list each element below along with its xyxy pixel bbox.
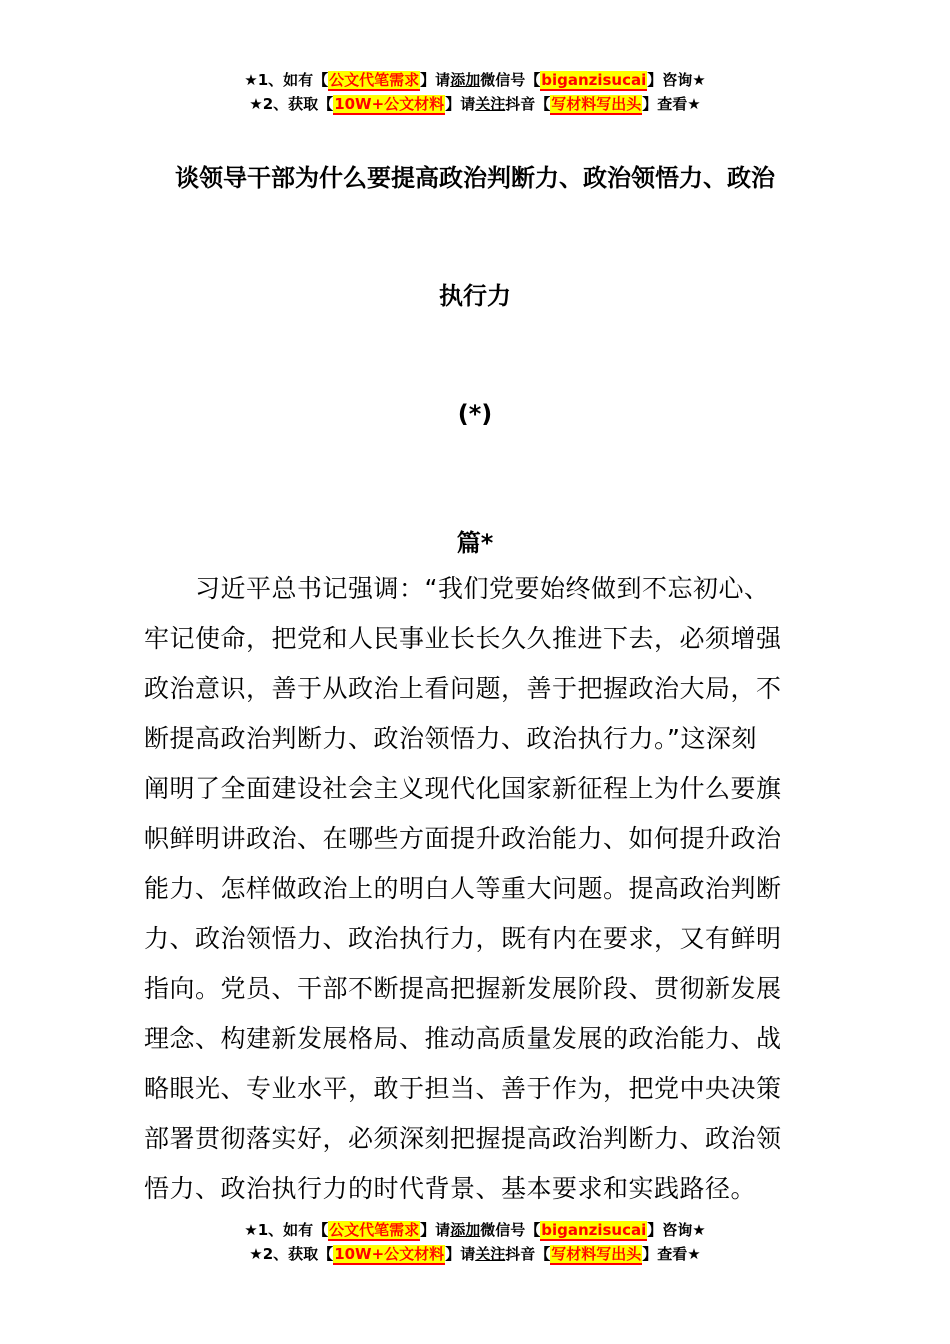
- promo-text: ★2、获取【: [249, 1245, 334, 1263]
- body-line: 部署贯彻落实好，必须深刻把握提高政治判断力、政治领: [144, 1124, 782, 1153]
- promo-underline: 添加: [450, 1221, 481, 1239]
- body-line: 阐明了全面建设社会主义现代化国家新征程上为什么要旗: [144, 774, 782, 803]
- promo-line-1: [0, 1218, 950, 1242]
- promo-banner-top: [0, 68, 950, 116]
- promo-text: ★1、如有【: [244, 71, 329, 89]
- body-line: 能力、怎样做政治上的明白人等重大问题。提高政治判断: [144, 874, 782, 903]
- promo-highlight: 公文代笔需求: [329, 1221, 420, 1239]
- promo-text: 抖音【: [505, 95, 551, 113]
- promo-text: 】查看★: [642, 1245, 701, 1263]
- promo-underline: 关注: [475, 1245, 506, 1263]
- promo-line-1: [0, 68, 950, 92]
- promo-text: 】咨询★: [647, 1221, 706, 1239]
- promo-highlight: 公文代笔需求: [329, 71, 420, 89]
- body-line: 断提高政治判断力、政治领悟力、政治执行力。”这深刻: [144, 724, 757, 753]
- promo-text: 微信号【: [480, 71, 541, 89]
- promo-highlight: 写材料写出头: [551, 95, 642, 113]
- body-line: 指向。党员、干部不断提高把握新发展阶段、贯彻新发展: [144, 974, 782, 1003]
- document-title-line-1: 谈领导干部为什么要提高政治判断力、政治领悟力、政治: [175, 164, 775, 192]
- body-line: 帜鲜明讲政治、在哪些方面提升政治能力、如何提升政治: [144, 824, 782, 853]
- promo-underline: 添加: [450, 71, 481, 89]
- body-paragraph: [144, 564, 806, 1214]
- body-line: 悟力、政治执行力的时代背景、基本要求和实践路径。: [144, 1174, 757, 1203]
- promo-text: 微信号【: [480, 1221, 541, 1239]
- promo-text: 】请: [420, 71, 451, 89]
- promo-highlight: 10W+公文材料: [334, 1245, 445, 1263]
- promo-highlight: biganzisucai: [541, 1221, 647, 1239]
- promo-highlight: 10W+公文材料: [334, 95, 445, 113]
- promo-text: 】请: [445, 95, 476, 113]
- promo-text: 抖音【: [505, 1245, 551, 1263]
- promo-line-2: [0, 1242, 950, 1266]
- body-line: 牢记使命，把党和人民事业长长久久推进下去，必须增强: [144, 624, 782, 653]
- body-line: 力、政治领悟力、政治执行力，既有内在要求，又有鲜明: [144, 924, 782, 953]
- body-line: 习近平总书记强调：“我们党要始终做到不忘初心、: [144, 574, 770, 603]
- promo-text: 】请: [420, 1221, 451, 1239]
- promo-text: ★1、如有【: [244, 1221, 329, 1239]
- document-subtitle: (*): [457, 400, 493, 428]
- promo-underline: 关注: [475, 95, 506, 113]
- promo-text: 】咨询★: [647, 71, 706, 89]
- body-line: 理念、构建新发展格局、推动高质量发展的政治能力、战: [144, 1024, 782, 1053]
- promo-banner-bottom: [0, 1218, 950, 1266]
- body-line: 政治意识，善于从政治上看问题，善于把握政治大局，不: [144, 674, 782, 703]
- promo-text: 】请: [445, 1245, 476, 1263]
- body-line: 略眼光、专业水平，敢于担当、善于作为，把党中央决策: [144, 1074, 782, 1103]
- promo-text: 】查看★: [642, 95, 701, 113]
- promo-text: ★2、获取【: [249, 95, 334, 113]
- promo-line-2: [0, 92, 950, 116]
- promo-highlight: biganzisucai: [541, 71, 647, 89]
- section-heading: 篇*: [456, 529, 494, 557]
- document-title-line-2: 执行力: [439, 282, 511, 310]
- promo-highlight: 写材料写出头: [551, 1245, 642, 1263]
